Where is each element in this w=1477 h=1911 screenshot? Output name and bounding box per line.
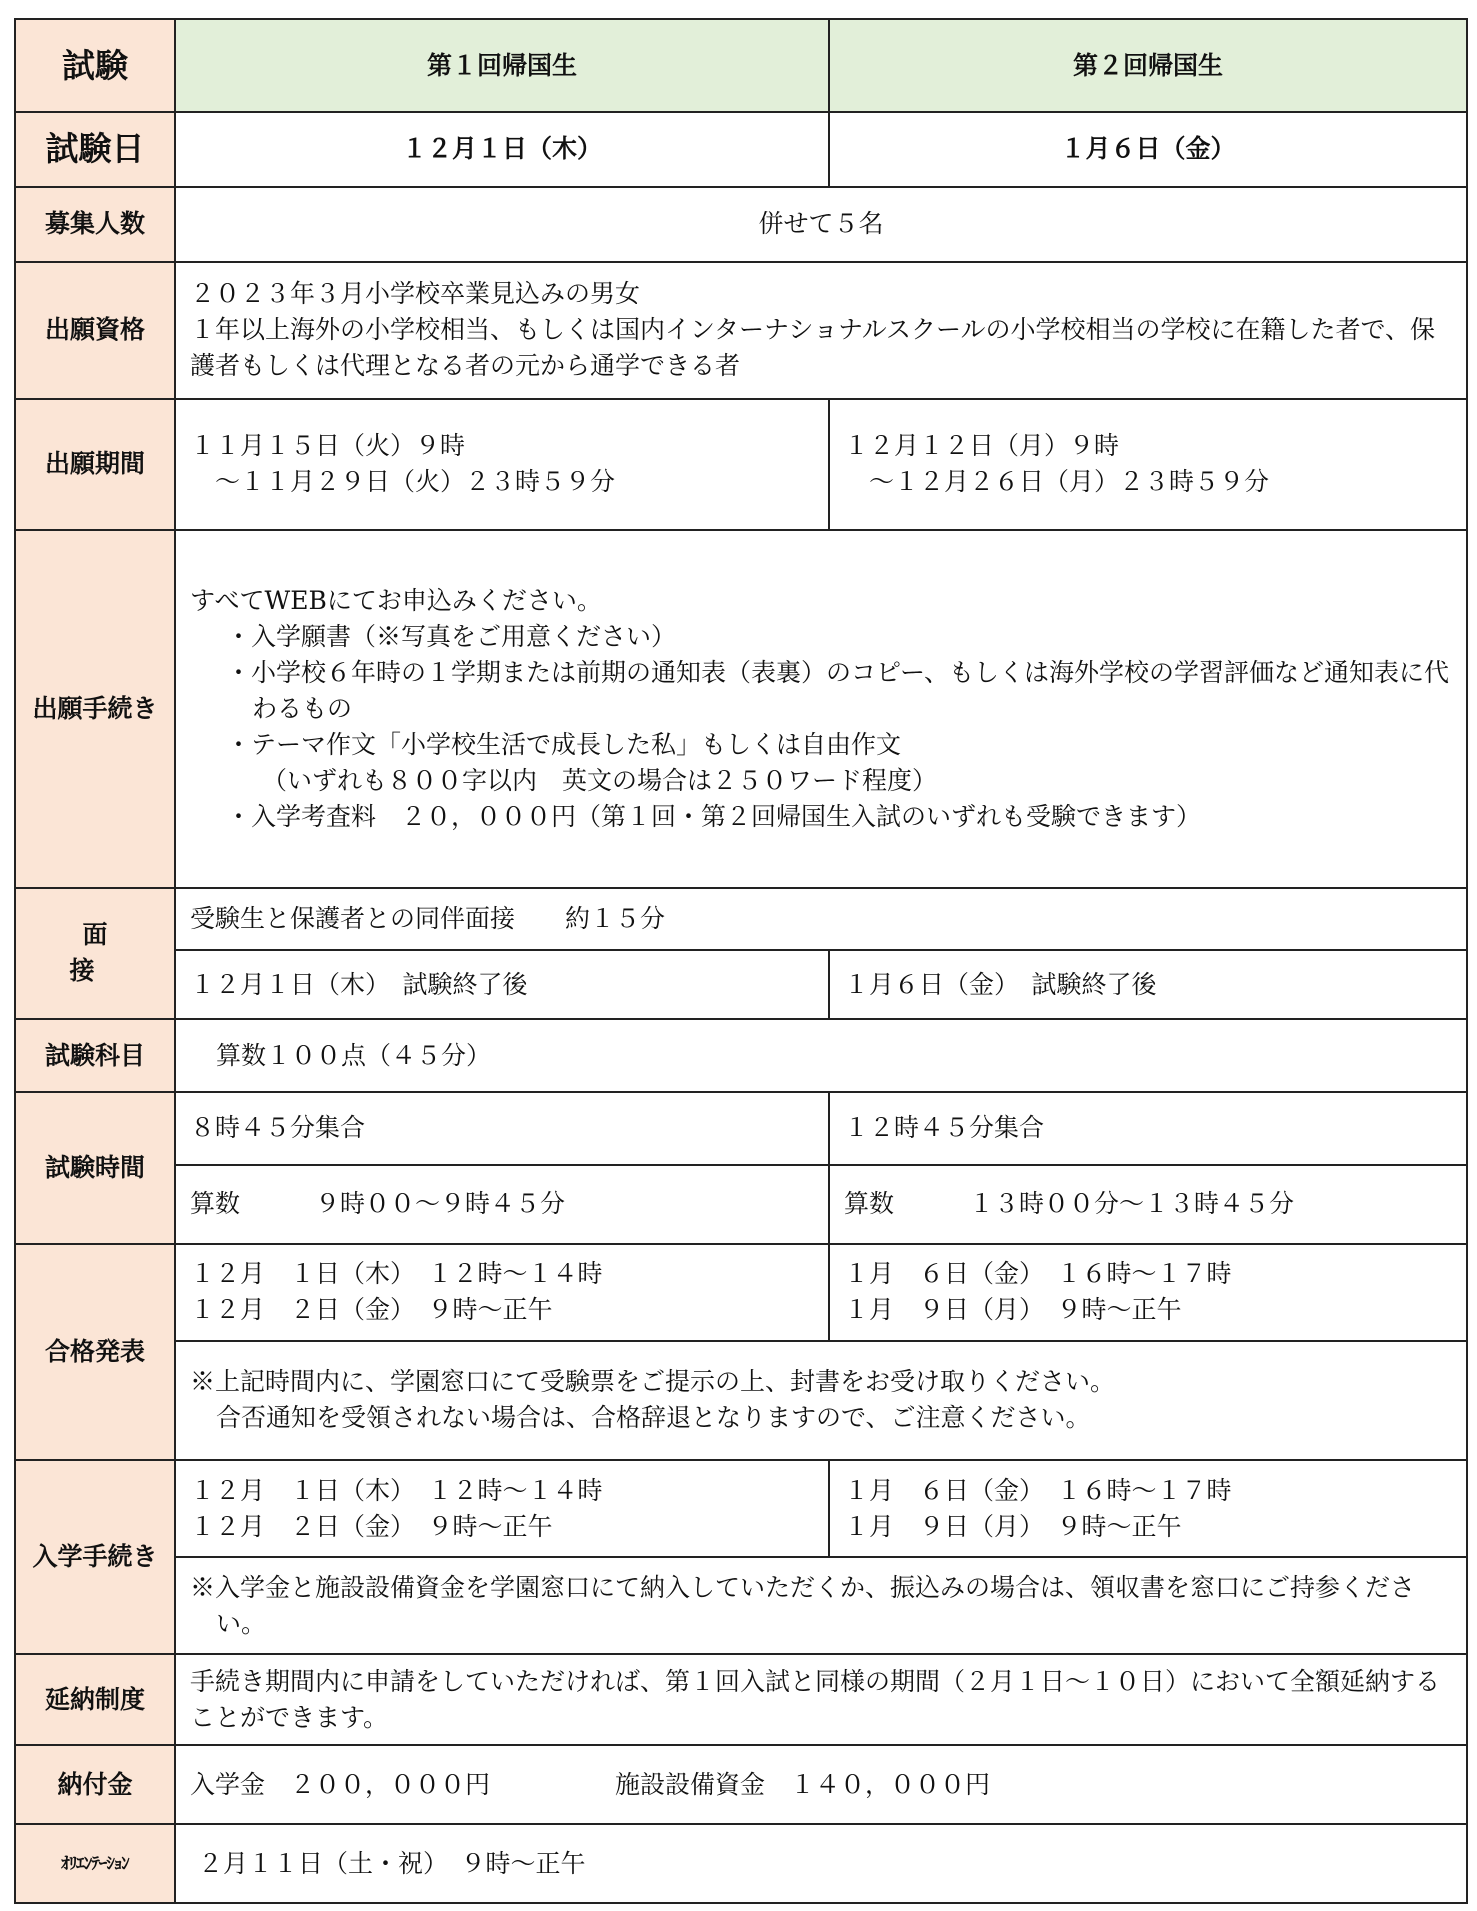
application-period-round1-end: ～１１月２９日（火）２３時５９分 <box>190 467 616 497</box>
procedure-row <box>15 530 1467 888</box>
enrollment-round1 <box>175 1460 829 1557</box>
enrollment-round2-day2: １月 ９日（月） ９時～正午 <box>844 1511 1182 1541</box>
application-period-round1 <box>175 399 829 529</box>
interview-round2: １月６日（金） 試験終了後 <box>829 950 1467 1019</box>
eligibility-label: 出願資格 <box>15 262 175 400</box>
exam-time-round2-gather: １２時４５分集合 <box>829 1092 1467 1165</box>
results-round2-day1: １月 ６日（金） １６時～１７時 <box>844 1259 1232 1289</box>
exam-time-label: 試験時間 <box>15 1092 175 1244</box>
capacity-value: 併せて５名 <box>175 187 1467 262</box>
interview-round1: １２月１日（木） 試験終了後 <box>175 950 829 1019</box>
enrollment-round2 <box>829 1460 1467 1557</box>
enrollment-round1-day2: １２月 ２日（金） ９時～正午 <box>190 1511 553 1541</box>
results-round2 <box>829 1244 1467 1341</box>
procedure-item-application-form: ・入学願書（※写真をご用意ください） <box>226 621 677 651</box>
enrollment-round2-day1: １月 ６日（金） １６時～１７時 <box>844 1475 1232 1505</box>
exam-time-row-subject <box>15 1165 1467 1244</box>
fees-row <box>15 1745 1467 1824</box>
exam-date-label: 試験日 <box>15 112 175 187</box>
procedure-intro: すべてWEBにてお申込みください。 <box>190 585 602 615</box>
enrollment-round1-day1: １２月 １日（木） １２時～１４時 <box>190 1475 603 1505</box>
procedure-item-essay: ・テーマ作文「小学校生活で成長した私」もしくは自由作文 <box>226 729 902 759</box>
results-round1 <box>175 1244 829 1341</box>
enrollment-row-dates <box>15 1460 1467 1557</box>
exam-time-round1-gather: ８時４５分集合 <box>175 1092 829 1165</box>
application-period-label: 出願期間 <box>15 399 175 529</box>
interview-row-common <box>15 888 1467 951</box>
eligibility-line1: ２０２３年３月小学校卒業見込みの男女 <box>190 279 641 309</box>
application-period-round2-start: １２月１２日（月）９時 <box>844 431 1120 461</box>
results-note <box>175 1341 1467 1460</box>
capacity-label: 募集人数 <box>15 187 175 262</box>
header-label: 試験 <box>15 19 175 112</box>
eligibility-cell <box>175 262 1467 400</box>
procedure-label: 出願手続き <box>15 530 175 888</box>
results-round2-day2: １月 ９日（月） ９時～正午 <box>844 1295 1182 1325</box>
procedure-cell <box>175 530 1467 888</box>
exam-date-row <box>15 112 1467 187</box>
exam-date-round1: １２月１日（木） <box>175 112 829 187</box>
interview-label: 面 接 <box>15 888 175 1019</box>
application-period-round1-start: １１月１５日（火）９時 <box>190 431 466 461</box>
deferral-value: 手続き期間内に申請をしていただければ、第１回入試と同様の期間（２月１日～１０日）において全額延納することができます。 <box>175 1654 1467 1745</box>
fees-value: 入学金 ２００，０００円 施設設備資金 １４０，０００円 <box>175 1745 1467 1824</box>
results-round1-day2: １２月 ２日（金） ９時～正午 <box>190 1295 553 1325</box>
enrollment-row-note <box>15 1557 1467 1654</box>
exam-date-round2: １月６日（金） <box>829 112 1467 187</box>
exam-time-round1-math: 算数 ９時００～９時４５分 <box>175 1165 829 1244</box>
subjects-row <box>15 1019 1467 1092</box>
procedure-item-report-card: ・小学校６年時の１学期または前期の通知表（表裏）のコピー、もしくは海外学校の学習評価など通知表に代わるもの <box>226 657 1450 723</box>
subjects-label: 試験科目 <box>15 1019 175 1092</box>
orientation-row <box>15 1824 1467 1903</box>
enrollment-note-cell <box>175 1557 1467 1654</box>
deferral-label: 延納制度 <box>15 1654 175 1745</box>
eligibility-row <box>15 262 1467 400</box>
interview-row-dates <box>15 950 1467 1019</box>
results-row-note <box>15 1341 1467 1460</box>
header-row <box>15 19 1467 112</box>
exam-time-row-gather <box>15 1092 1467 1165</box>
results-row-dates <box>15 1244 1467 1341</box>
results-note-line1: ※上記時間内に、学園窓口にて受験票をご提示の上、封書をお受け取りください。 <box>190 1367 1116 1397</box>
interview-common: 受験生と保護者との同伴面接 約１５分 <box>175 888 1467 951</box>
procedure-item-essay-note: （いずれも８００字以内 英文の場合は２５０ワード程度） <box>262 765 938 795</box>
application-period-round2 <box>829 399 1467 529</box>
exam-info-table <box>14 18 1468 1904</box>
orientation-label: ｵﾘｴﾝﾃｰｼｮﾝ <box>15 1824 175 1903</box>
eligibility-line2: １年以上海外の小学校相当、もしくは国内インターナショナルスクールの小学校相当の学校に在籍した者で、保護者もしくは代理となる者の元から通学できる者 <box>190 315 1436 381</box>
subjects-value: 算数１００点（４５分） <box>175 1019 1467 1092</box>
deferral-row <box>15 1654 1467 1745</box>
admission-info-document <box>14 18 1466 1904</box>
enrollment-note: ※入学金と施設設備資金を学園窓口にて納入していただくか、振込みの場合は、領収書を窓口にご持参ください。 <box>190 1572 1416 1638</box>
enrollment-label: 入学手続き <box>15 1460 175 1654</box>
exam-time-round2-math: 算数 １３時００分～１３時４５分 <box>829 1165 1467 1244</box>
application-period-row <box>15 399 1467 529</box>
header-round1: 第１回帰国生 <box>175 19 829 112</box>
procedure-item-exam-fee: ・入学考査料 ２０，０００円（第１回・第２回帰国生入試のいずれも受験できます） <box>226 801 1202 831</box>
application-period-round2-end: ～１２月２６日（月）２３時５９分 <box>844 467 1270 497</box>
orientation-value: ２月１１日（土・祝） ９時～正午 <box>175 1824 1467 1903</box>
results-label: 合格発表 <box>15 1244 175 1460</box>
fees-label: 納付金 <box>15 1745 175 1824</box>
results-note-line2: 合否通知を受領されない場合は、合格辞退となりますので、ご注意ください。 <box>216 1403 1091 1433</box>
results-round1-day1: １２月 １日（木） １２時～１４時 <box>190 1259 603 1289</box>
capacity-row <box>15 187 1467 262</box>
header-round2: 第２回帰国生 <box>829 19 1467 112</box>
